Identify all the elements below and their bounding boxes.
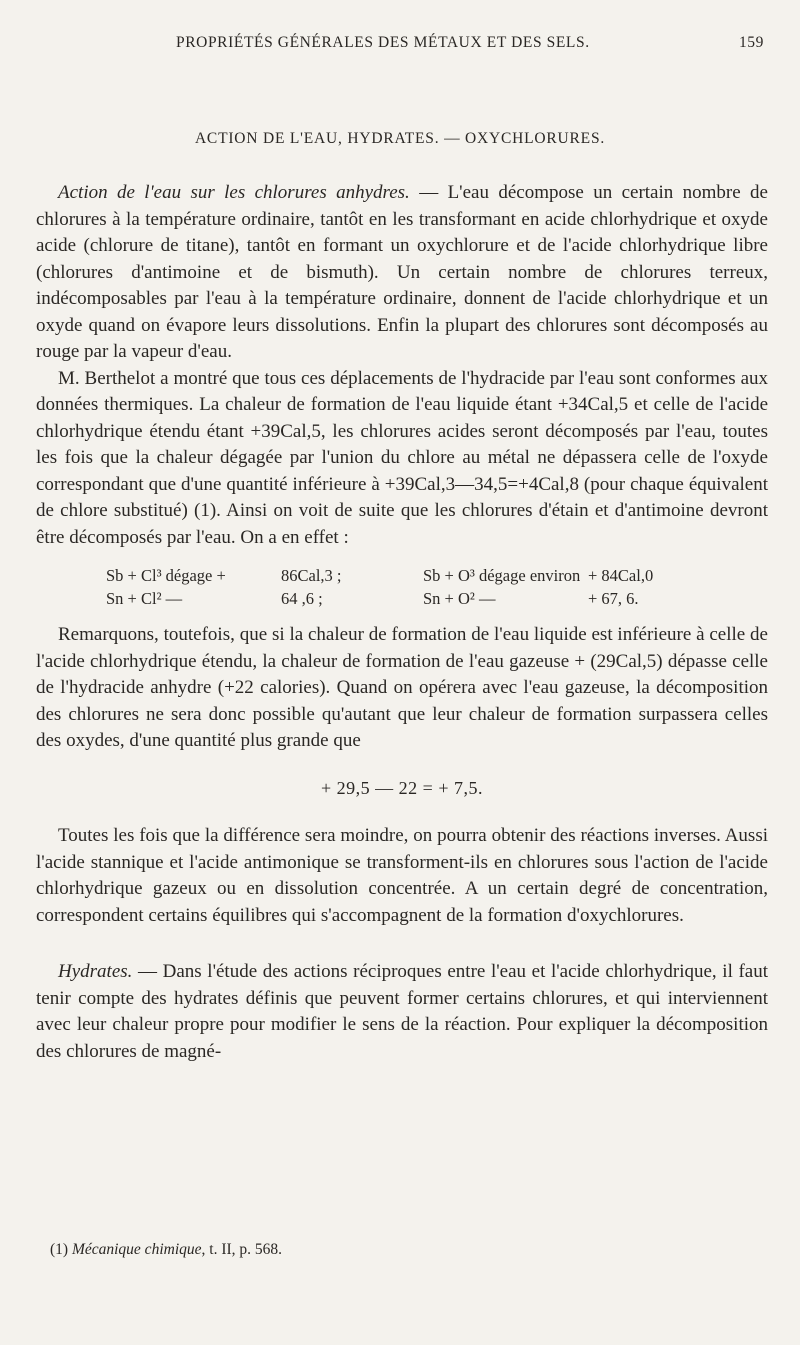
footnote-mark: (1) — [50, 1241, 69, 1258]
paragraph-action-eau — [36, 180, 768, 366]
footnote-ref: , t. II, p. 568. — [201, 1241, 283, 1258]
spacer — [36, 929, 768, 959]
paragraph-remarquons: Remarquons, toutefois, que si la chaleur de formation de l'eau liquide est inférieure à celle de l'acide chlorhydrique étendu, la chaleur de formation de l'eau gazeuse + (29Cal,5) dépasse celle de l'hydracide anhydre (+22 calories). Quand on opérera avec l'eau gazeuse, la décomposition des chlorures ne sera donc possible qu'autant que leur chaleur de formation surpassera celles des oxydes, d'une quantité plus grande que — [36, 624, 768, 751]
paragraph-lead: Hydrates. — [58, 961, 133, 982]
equation-cell: 64 ,6 ; — [281, 589, 323, 608]
footnote-source: Mécanique chimique — [71, 1241, 202, 1258]
page-body — [36, 180, 768, 1065]
paragraph-text: — L'eau décompose un certain nombre de chlorures à la température ordinaire, tantôt en les transformant en acide chlorhydrique et oxyde acide (chlorure de titane), tantôt en formant un oxychlorure et de l'acide chlorhydrique libre (chlorures d'antimoine et de bismuth). Un certain nombre de chlorures terreux, indécomposables par l'eau à la température ordinaire, donnent de l'acide chlorhydrique et un oxyde quand on évapore leurs dissolutions. Enfin la plupart des chlorures sont décomposés au rouge par la vapeur d'eau. — [36, 182, 768, 362]
paragraph-lead: Action de l'eau sur les chlorures anhydres. — [58, 182, 410, 203]
equation-cell: 86Cal,3 ; — [281, 566, 342, 585]
equation-cell: + 84Cal,0 — [588, 566, 654, 585]
footnote — [50, 1241, 282, 1259]
equation-cell: Sn + O² — — [423, 589, 496, 608]
equation-row — [36, 587, 768, 610]
paragraph-hydrates — [36, 959, 768, 1065]
running-head — [36, 34, 764, 58]
running-head-title: PROPRIÉTÉS GÉNÉRALES DES MÉTAUX ET DES SELS. — [176, 34, 590, 51]
equation-cell: + 67, 6. — [588, 589, 639, 608]
page-number: 159 — [738, 34, 764, 51]
formula: + 29,5 — 22 = + 7,5. — [321, 777, 483, 798]
equation-cell: Sn + Cl² — — [106, 589, 183, 608]
equation-row — [36, 564, 768, 587]
equation-cell: Sb + O³ dégage environ — [423, 566, 581, 585]
section-title: ACTION DE L'EAU, HYDRATES. — OXYCHLORURES. — [194, 130, 606, 147]
paragraph-text: — Dans l'étude des actions réciproques entre l'eau et l'acide chlorhydrique, il faut tenir compte des hydrates définis que peuvent former certains chlorures, et qui interviennent avec leur chaleur propre pour modifier le sens de la réaction. Pour expliquer la décomposition des chlorures de magné- — [36, 961, 768, 1062]
paragraph-berthelot: M. Berthelot a montré que tous ces déplacements de l'hydracide par l'eau sont conformes aux données thermiques. La chaleur de formation de l'eau liquide étant +34Cal,5 et celle de l'acide chlorhydrique étendu étant +39Cal,5, les chlorures acides seront décomposés par l'eau, toutes les fois que la chaleur dégagée par l'union du chlore au métal ne dépassera celle de l'oxyde correspondant que d'une quantité inférieure à +39Cal,3—34,5=+4Cal,8 (pour chaque équivalent de chlore substitué) (1). Ainsi on voit de suite que les chlorures d'étain et d'antimoine devront être décomposés par l'eau. On a en effet : — [36, 367, 768, 548]
paragraph-toutes-les-fois: Toutes les fois que la différence sera moindre, on pourra obtenir des réactions inverses. Aussi l'acide stannique et l'acide antimonique se transforment-ils en chlorures sous l'action de l'acide chlorhydrique gazeux ou en dissolution concentrée. A un certain degré de concentration, correspondent certains équilibres qui s'accompagnent de la formation d'oxychlorures. — [36, 825, 768, 926]
equation-cell: Sb + Cl³ dégage + — [106, 566, 226, 585]
